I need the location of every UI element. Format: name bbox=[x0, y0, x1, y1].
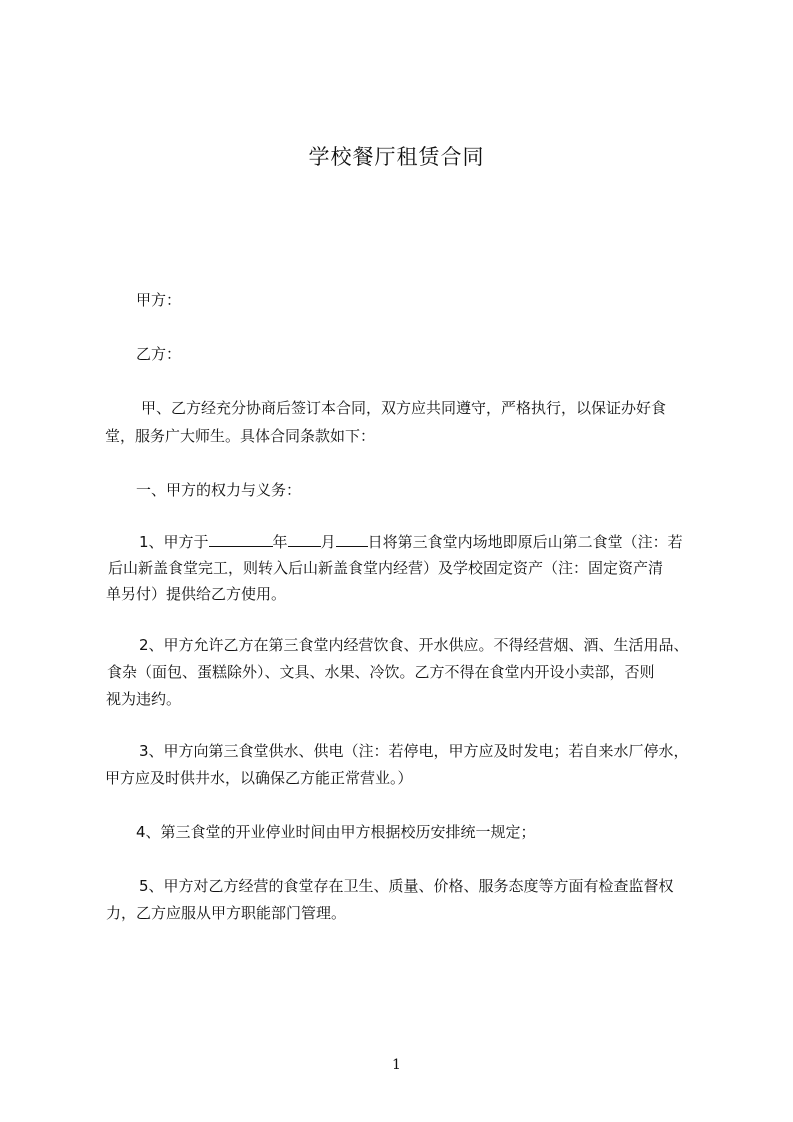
clause-1-line-3: 单另付）提供给乙方使用。 bbox=[106, 585, 287, 603]
party-a-label: 甲方： bbox=[136, 291, 182, 309]
year-blank bbox=[209, 530, 273, 547]
contract-title: 学校餐厅租赁合同 bbox=[308, 145, 485, 169]
clause-1-text-a: 1、甲方于 bbox=[139, 533, 209, 551]
clause-5-line-2: 力，乙方应服从甲方职能部门管理。 bbox=[106, 904, 347, 922]
clause-1-line-2: 后山新盖食堂完工，则转入后山新盖食堂内经营）及学校固定资产（注：固定资产清 bbox=[108, 559, 664, 577]
clause-3-line-2: 甲方应及时供井水，以确保乙方能正常营业。） bbox=[105, 769, 413, 787]
clause-1-text-c: 月 bbox=[320, 533, 336, 551]
day-blank bbox=[336, 530, 368, 547]
intro-line-2: 堂，服务广大师生。具体合同条款如下： bbox=[105, 427, 376, 445]
clause-1-line-1 bbox=[139, 530, 683, 553]
section-1-heading: 一、甲方的权力与义务： bbox=[136, 481, 302, 499]
clause-1-text-d: 日将第三食堂内场地即原后山第二食堂（注：若 bbox=[367, 533, 683, 551]
clause-1-text-b: 年 bbox=[272, 533, 288, 551]
clause-2-line-1: 2、甲方允许乙方在第三食堂内经营饮食、开水供应。不得经营烟、酒、生活用品、 bbox=[139, 636, 689, 654]
month-blank bbox=[288, 530, 321, 547]
clause-3-line-1: 3、甲方向第三食堂供水、供电（注：若停电，甲方应及时发电；若自来水厂停水， bbox=[139, 742, 689, 760]
intro-line-1: 甲、乙方经充分协商后签订本合同，双方应共同遵守，严格执行，以保证办好食 bbox=[141, 399, 667, 417]
clause-2-line-2: 食杂（面包、蛋糕除外）、文具、水果、冷饮。乙方不得在食堂内开设小卖部，否则 bbox=[107, 663, 655, 681]
party-b-label: 乙方： bbox=[136, 345, 182, 363]
page-number: 1 bbox=[392, 1057, 401, 1073]
clause-4: 4、第三食堂的开业停业时间由甲方根据校历安排统一规定； bbox=[136, 823, 536, 841]
clause-5-line-1: 5、甲方对乙方经营的食堂存在卫生、质量、价格、服务态度等方面有检查监督权 bbox=[139, 877, 674, 895]
clause-2-line-3: 视为违约。 bbox=[106, 690, 182, 708]
